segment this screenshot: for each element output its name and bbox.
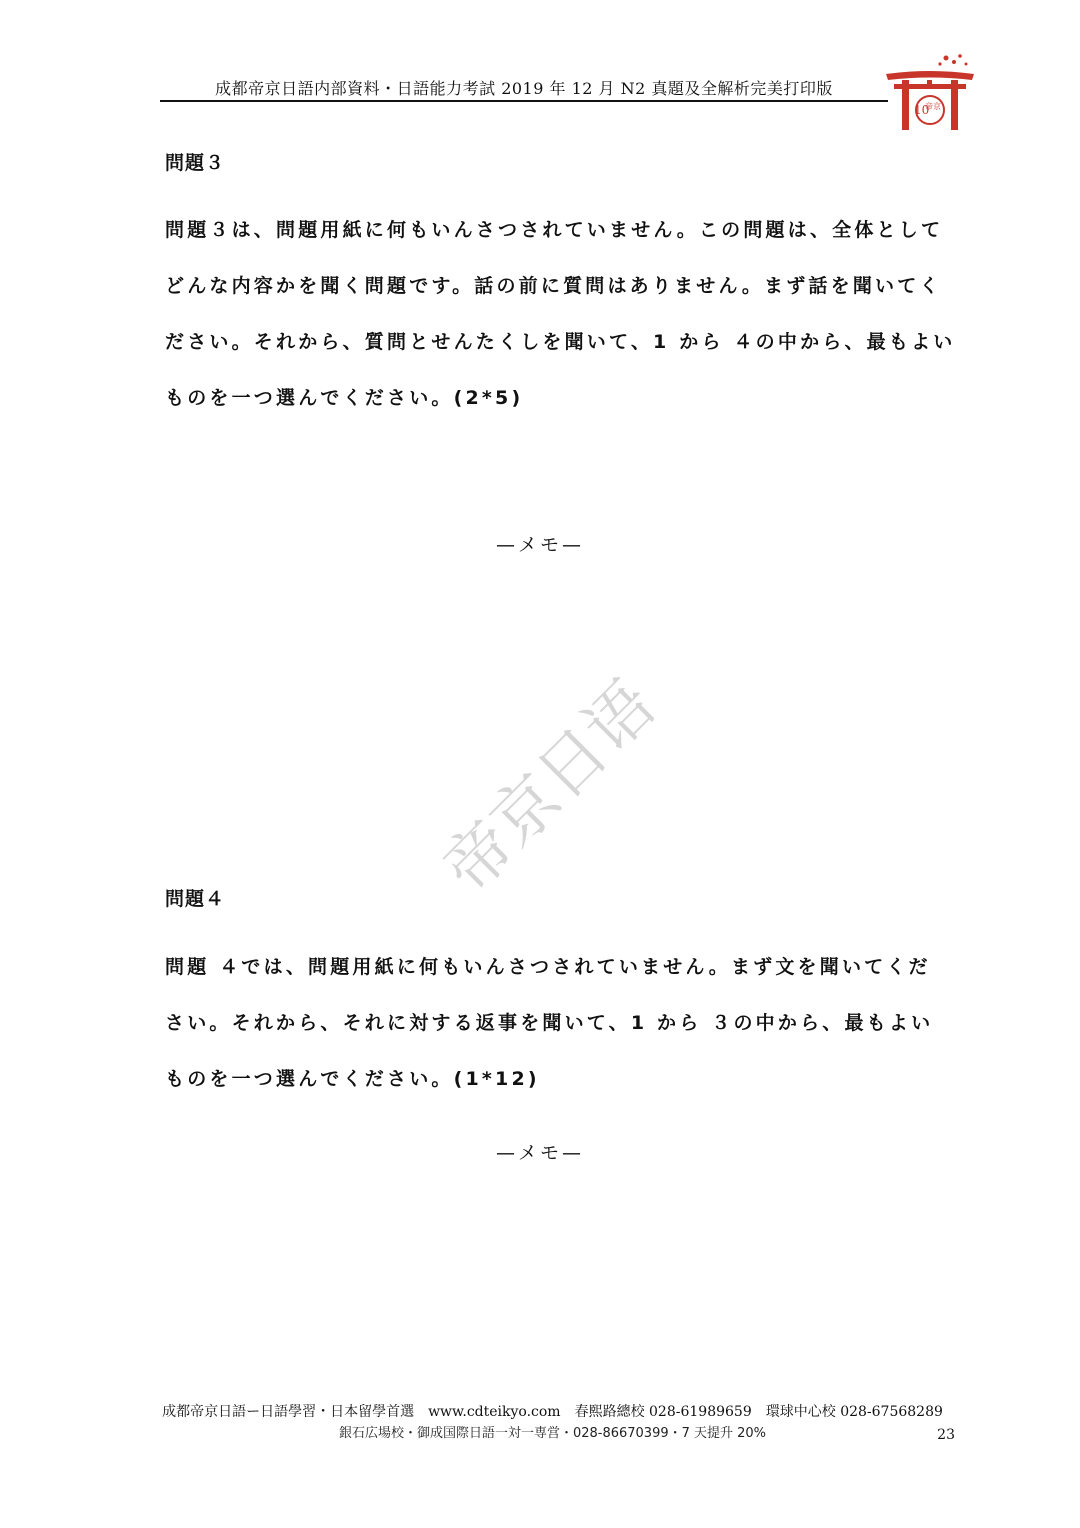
section3-line: 問題３は、問題用紙に何もいんさつされていません。この問題は、全体として <box>165 219 944 241</box>
section3-memo: —メモ— <box>495 534 584 556</box>
svg-text:帝京: 帝京 <box>925 102 941 111</box>
section4-line: ものを一つ選んでください。(1*12) <box>165 1068 540 1090</box>
section3-line: どんな内容かを聞く問題です。話の前に質問はありません。まず話を聞いてく <box>165 275 942 297</box>
section4-line: 問題 ４では、問題用紙に何もいんさつされていません。まず文を聞いてくだ <box>165 956 931 978</box>
footer-campus: 銀石広場校・御成国際日語一対一専営・028-86670399・7 天提升 20% <box>338 1426 767 1441</box>
section3-line: ものを一つ選んでください。(2*5) <box>165 387 524 409</box>
header-title: 成都帝京日語内部資料・日語能力考試 2019 年 12 月 N2 真題及全解析完美打印版 <box>215 79 833 98</box>
section4-line: さい。それから、それに対する返事を聞いて、1 から ３の中から、最もよい <box>165 1012 934 1034</box>
header-rule <box>160 100 888 102</box>
page-number: 23 <box>937 1427 955 1443</box>
svg-text:10: 10 <box>914 103 930 117</box>
section3-line: ださい。それから、質問とせんたくしを聞いて、1 から ４の中から、最もよい <box>165 331 956 353</box>
section4-instructions <box>165 939 940 1107</box>
page-header <box>160 66 888 102</box>
torii-gate-icon <box>884 52 976 132</box>
section3-instructions <box>165 202 956 426</box>
watermark: 帝京日语 <box>428 666 670 908</box>
section3-heading: 問題３ <box>165 152 226 174</box>
section4-memo: —メモ— <box>495 1142 584 1164</box>
footer-contact: 成都帝京日語ー日語學習・日本留學首選 www.cdteikyo.com 春熙路總校 028-61989659 環球中心校 028-67568289 <box>162 1404 943 1420</box>
section4-heading: 問題４ <box>165 888 226 910</box>
